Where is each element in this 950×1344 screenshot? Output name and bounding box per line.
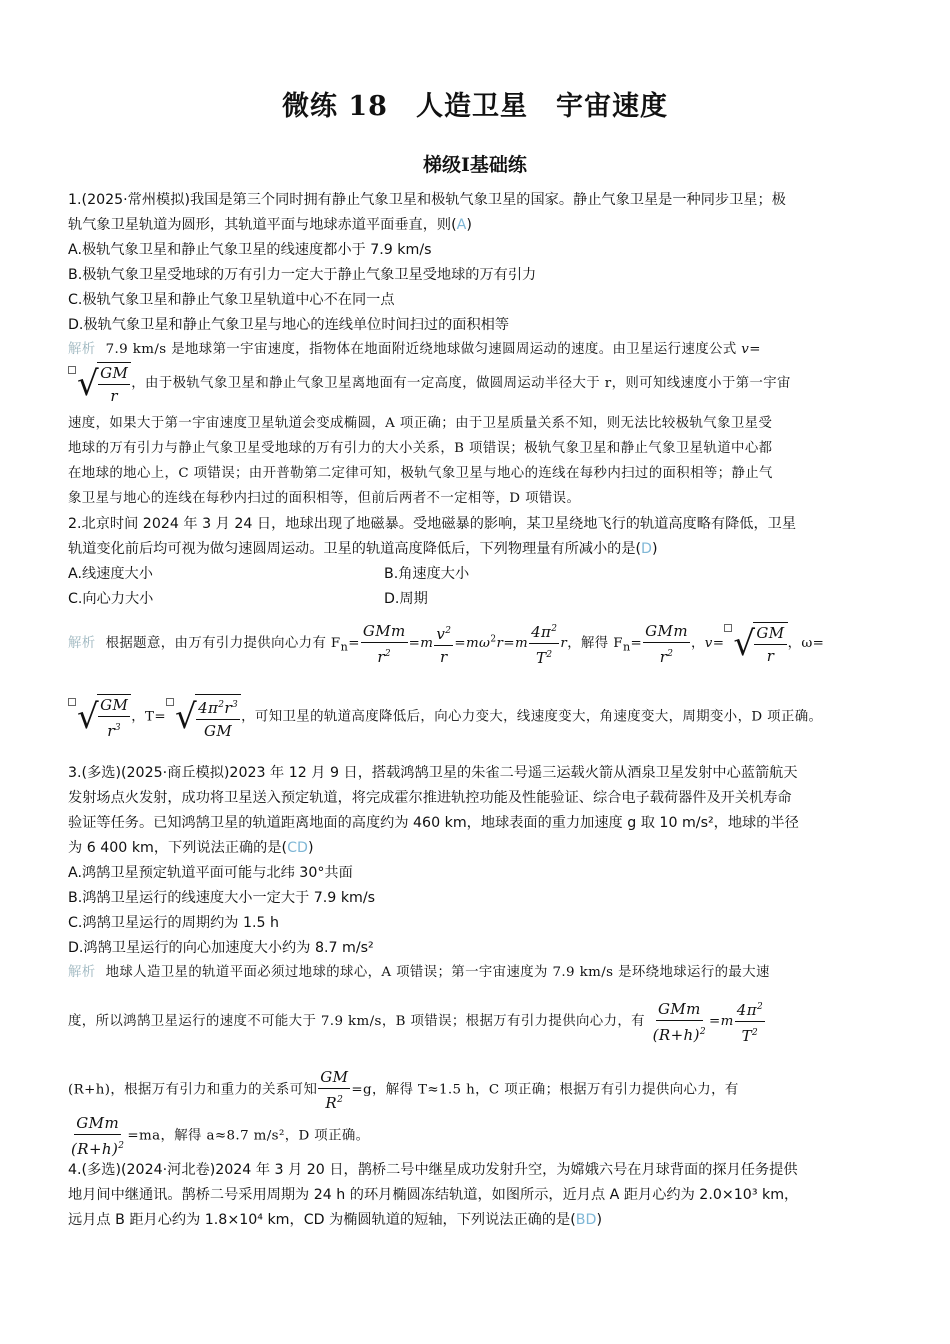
q4-answer: BD [575,1212,597,1228]
q3-stem-line-3: 验证等任务。已知鸿鹄卫星的轨道距离地面的高度约为 460 km，地球表面的重力加速度 g 取 10 m/s²，地球的半径 [68,815,799,831]
q1-analysis-line-6: 象卫星与地心的连线在每秒内扫过的面积相等，但前后两者不一定相等，D 项错误。 [68,491,581,506]
q3-stem-line-4: 为 6 400 km，下列说法正确的是(CD) [68,840,314,856]
page-title: 微练 18 人造卫星 宇宙速度 [282,91,668,122]
q3-stem-line-1: 3.(多选)(2025·商丘模拟)2023 年 12 月 9 日，搭载鸿鹄卫星的朱雀二号遥三运载火箭从酒泉卫星发射中心蓝箭航天 [68,765,798,781]
q4-stem-line-2: 地月间中继通讯。鹊桥二号采用周期为 24 h 的环月椭圆冻结轨道，如图所示，近月点 A 距月心约为 2.0×10³ km， [68,1187,799,1203]
q3-option-b: B.鸿鹄卫星运行的线速度大小一定大于 7.9 km/s [68,890,376,906]
q3-analysis-line-3: (R+h)，根据万有引力和重力的关系可知 $\frac{GM}{R^2}$ =g，解得 T≈1.5 h，C 项正确；根据万有引力提供向心力，有 [68,1068,739,1112]
q4-stem-line-3: 远月点 B 距月心约为 1.8×10⁴ km，CD 为椭圆轨道的短轴，下列说法正确的是(BD) [68,1212,602,1228]
q2-option-d: D.周期 [384,591,428,607]
q4-stem-line-1: 4.(多选)(2024·河北卷)2024 年 3 月 20 日，鹊桥二号中继星成功发射升空，为嫦娥六号在月球背面的探月任务提供 [68,1162,798,1178]
q1-analysis-line-2: √ $\frac{GM}{r}$ ，由于极轨气象卫星和静止气象卫星离地面有一定高度，做圆周运动半径大于 r，则可知线速度小于第一宇宙 [68,362,791,405]
q1-analysis-line-4: 地球的万有引力与静止气象卫星受地球的万有引力的大小关系，B 项错误；极轨气象卫星和静止气象卫星轨道中心都 [68,441,773,456]
q1-stem-line-1: 1.(2025·常州模拟)我国是第三个同时拥有静止气象卫星和极轨气象卫星的国家。静止气象卫星是一种同步卫星；极 [68,192,786,208]
q2-stem-line-2: 轨道变化前后均可视为做匀速圆周运动。卫星的轨道高度降低后，下列物理量有所减小的是(D) [68,541,658,557]
q2-stem-line-1: 2.北京时间 2024 年 3 月 24 日，地球出现了地磁暴。受地磁暴的影响，某卫星绕地飞行的轨道高度略有降低，卫星 [68,516,797,532]
q1-option-b: B.极轨气象卫星受地球的万有引力一定大于静止气象卫星受地球的万有引力 [68,267,537,283]
q1-option-c: C.极轨气象卫星和静止气象卫星轨道中心不在同一点 [68,292,395,308]
q3-stem-line-2: 发射场点火发射，成功将卫星送入预定轨道，将完成霍尔推进轨控功能及性能验证、综合电子载荷器件及开关机寿命 [68,790,792,806]
q1-answer: A [456,217,467,233]
q2-analysis-line-2: √ $\frac{GM}{r^3}$ ，T= √ $\frac{4\pi^2r^3}{GM}$ ，可知卫星的轨道高度降低后，向心力变大，线速度变大，角速度变大，周期变小，D 项正确。 [68,694,822,740]
section-title: 梯级Ⅰ基础练 [423,154,527,176]
q3-answer: CD [287,840,308,856]
q1-analysis-label: 解析 [68,342,96,357]
q2-option-b: B.角速度大小 [384,566,470,582]
q1-analysis-line-1: 解析 7.9 km/s 是地球第一宇宙速度，指物体在地面附近绕地球做匀速圆周运动的速度。由卫星运行速度公式 v= [68,342,761,357]
q3-analysis-label: 解析 [68,965,96,980]
q2-analysis-label: 解析 [68,636,96,651]
q2-answer: D [641,541,652,557]
q3-analysis-line-4: $\frac{\text{GMm}}{(R+h)^2}$ =ma，解得 a≈8.7 m/s²，D 项正确。 [71,1114,370,1158]
q1-option-a: A.极轨气象卫星和静止气象卫星的线速度都小于 7.9 km/s [68,242,432,258]
q1-analysis-line-3: 速度，如果大于第一宇宙速度卫星轨道会变成椭圆，A 项正确；由于卫星质量关系不知，则无法比较极轨气象卫星受 [68,416,773,431]
q3-option-c: C.鸿鹄卫星运行的周期约为 1.5 h [68,915,280,931]
q2-option-c: C.向心力大小 [68,591,154,607]
q1-option-d: D.极轨气象卫星和静止气象卫星与地心的连线单位时间扫过的面积相等 [68,317,510,333]
q3-analysis-line-1: 解析 地球人造卫星的轨道平面必须过地球的球心，A 项错误；第一宇宙速度为 7.9 km/s 是环绕地球运行的最大速 [68,965,770,980]
q1-analysis-line-5: 在地球的地心上，C 项错误；由开普勒第二定律可知，极轨气象卫星与地心的连线在每秒内扫过的面积相等；静止气 [68,466,773,481]
q2-option-a: A.线速度大小 [68,566,153,582]
q3-option-d: D.鸿鹄卫星运行的向心加速度大小约为 8.7 m/s² [68,940,374,956]
q2-analysis-line-1: 解析 根据题意，由万有引力提供向心力有 $F_n=$ $\frac{\text{GMm}}{r^2}$ =m $\frac{v^2}{r}$ $=m\omega^2r=m$ $\frac{4\pi^2}{T^2}$ r，解得 $F_n=$ $\frac{\text{GMm}}{r^2}$ ，v= √ $\frac{GM}{r}$ ，ω= [68,621,825,667]
q3-option-a: A.鸿鹄卫星预定轨道平面可能与北纬 30°共面 [68,865,353,881]
q1-stem-line-2: 轨气象卫星轨道为圆形，其轨道平面与地球赤道平面垂直，则(A) [68,217,472,233]
q3-analysis-line-2: 度，所以鸿鹄卫星运行的速度不可能大于 7.9 km/s，B 项错误；根据万有引力提供向心力，有 $\frac{\text{GMm}}{(R+h)^2}$ =m $\frac{4\pi^2}{T^2}$ [68,999,764,1045]
